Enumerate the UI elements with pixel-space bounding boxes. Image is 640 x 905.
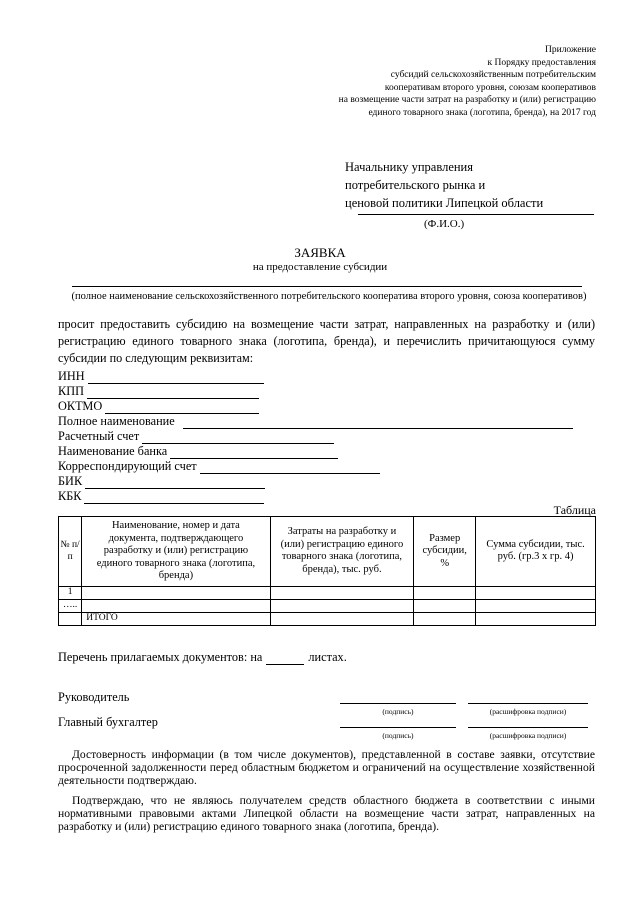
requisite-row [58, 444, 338, 459]
requisite-label: БИК [58, 474, 83, 488]
addressee-block [345, 158, 543, 212]
table-cell[interactable] [82, 586, 270, 599]
confirmation-paragraph: Подтверждаю, что не являюсь получателем средств областного бюджета в соответствии с иными нормативными правовыми актами Липецкой области на возмещение части затрат, направленных на разработку и (или) регистрацию единого товарного знака (логотипа, бренда). [58, 794, 595, 833]
head-label: Руководитель [58, 690, 130, 704]
accountant-decode-caption: (расшифровка подписи) [489, 731, 567, 740]
requisite-label: ИНН [58, 369, 85, 383]
requisite-row [58, 414, 573, 429]
appendix-line: на возмещение части затрат на разработку и (или) регистрацию [338, 95, 596, 106]
bik-field[interactable] [85, 477, 265, 489]
full-name-field[interactable] [183, 417, 573, 429]
confirmation-paragraph: Достоверность информации (в том числе документов), представленной в составе заявки, отсутствие просроченной задолженности перед областным бюджетом и ограничений на осуществление хозяйственной деятельности подтверждаю. [58, 748, 595, 787]
request-text: просит предоставить субсидию на возмещение части затрат, направленных на разработку и (или) регистрацию единого товарного знака (логотипа, бренда), и перечислить причитающуюся сумму субсидии по следующим реквизитам: [58, 317, 595, 365]
accountant-signature-caption: (подпись) [382, 731, 414, 740]
fio-caption: (Ф.И.О.) [424, 218, 465, 230]
head-signature-caption: (подпись) [382, 707, 414, 716]
table-header: Сумма субсидии, тыс. руб. (гр.3 х гр. 4) [476, 517, 596, 587]
requisite-row [58, 369, 264, 384]
document-title: ЗАЯВКА [294, 245, 346, 260]
appendix-line: Приложение [545, 45, 596, 55]
account-field[interactable] [142, 432, 334, 444]
table-cell[interactable] [270, 612, 414, 625]
requisite-label: Полное наименование [58, 414, 175, 428]
requisite-label: Расчетный счет [58, 429, 140, 443]
accountant-signature-line[interactable] [340, 727, 456, 728]
attachments-prefix: Перечень прилагаемых документов: на [58, 650, 263, 664]
table-cell[interactable] [414, 586, 476, 599]
table-header: Наименование, номер и дата документа, подтверждающего разработку и (или) регистрацию единого товарного знака (логотипа, бренда) [82, 517, 270, 587]
appendix-header [266, 44, 596, 120]
appendix-line: кооперативам второго уровня, союзам кооперативов [384, 82, 596, 93]
requisite-row [58, 384, 259, 399]
applicant-caption: (полное наименование сельскохозяйственного потребительского кооператива второго уровня, союза кооперативов) [71, 291, 587, 302]
requisite-row [58, 429, 334, 444]
table-header: № п/п [59, 517, 82, 587]
kpp-field[interactable] [87, 387, 259, 399]
head-decode-line[interactable] [468, 703, 588, 704]
table-cell[interactable] [476, 586, 596, 599]
requisite-row [58, 399, 259, 414]
attachments-line [58, 650, 347, 665]
table-cell: 1 [59, 586, 82, 599]
table-cell [59, 612, 82, 625]
head-decode-caption: (расшифровка подписи) [489, 707, 567, 716]
requisite-row [58, 459, 380, 474]
appendix-line: к Порядку предоставления [487, 57, 596, 68]
requisite-row [58, 489, 264, 504]
table-header: Затраты на разработку и (или) регистрацию единого товарного знака (логотипа, бренда), тыс. руб. [270, 517, 414, 587]
corr-account-field[interactable] [200, 462, 380, 474]
requisite-label: Корреспондирующий счет [58, 459, 197, 473]
kbk-field[interactable] [84, 492, 264, 504]
document-subtitle: на предоставление субсидии [252, 261, 388, 273]
table-total-row [59, 612, 596, 625]
table-header-row [59, 517, 596, 587]
appendix-line: единого товарного знака (логотипа, бренда), на 2017 год [368, 107, 596, 118]
table-row [59, 586, 596, 599]
table-row [59, 599, 596, 612]
attachments-suffix: листах. [308, 650, 347, 664]
table-cell: ИТОГО [82, 612, 270, 625]
table-cell: ….. [59, 599, 82, 612]
accountant-decode-line[interactable] [468, 727, 588, 728]
sheet-count-field[interactable] [266, 653, 304, 665]
subsidy-table [58, 516, 596, 626]
head-signature-line[interactable] [340, 703, 456, 704]
requisite-row [58, 474, 265, 489]
requisite-label: Наименование банка [58, 444, 168, 458]
table-header: Размер субсидии, % [414, 517, 476, 587]
inn-field[interactable] [88, 372, 264, 384]
table-cell[interactable] [82, 599, 270, 612]
table-cell[interactable] [270, 586, 414, 599]
oktmo-field[interactable] [105, 402, 259, 414]
table-cell[interactable] [476, 612, 596, 625]
addressee-line: Начальнику управления [345, 160, 473, 174]
table-cell[interactable] [270, 599, 414, 612]
addressee-line: ценовой политики Липецкой области [345, 196, 544, 210]
requisite-label: КБК [58, 489, 82, 503]
appendix-line: субсидий сельскохозяйственным потребительским [390, 70, 596, 81]
fio-line[interactable] [358, 214, 594, 215]
requisite-label: ОКТМО [58, 399, 103, 413]
accountant-label: Главный бухгалтер [58, 715, 158, 729]
requisite-label: КПП [58, 384, 84, 398]
table-cell[interactable] [414, 612, 476, 625]
table-caption: Таблица [553, 503, 596, 517]
table-cell[interactable] [414, 599, 476, 612]
bank-name-field[interactable] [170, 447, 338, 459]
addressee-line: потребительского рынка и [345, 178, 486, 192]
table-cell[interactable] [476, 599, 596, 612]
applicant-name-line[interactable] [72, 286, 582, 287]
